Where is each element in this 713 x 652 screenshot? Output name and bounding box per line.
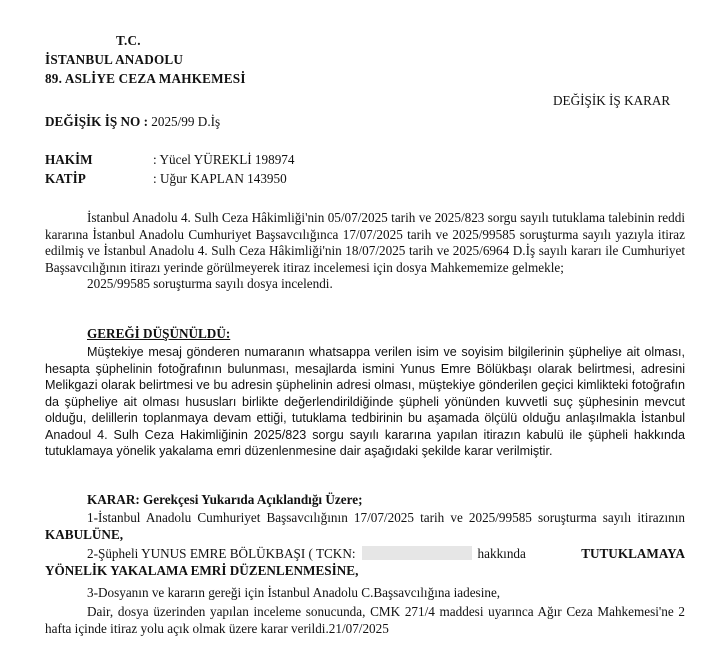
clerk-line <box>45 171 287 188</box>
verdict-item-3: 3-Dosyanın ve kararın gereği için İstanbul Anadolu C.Başsavcılığına iadesine, <box>87 585 501 600</box>
judge-value: : Yücel YÜREKLİ 198974 <box>153 152 295 167</box>
redacted-tckn <box>362 546 472 560</box>
header-city: İSTANBUL ANADOLU <box>45 52 184 67</box>
reasoning-paragraph <box>45 344 685 460</box>
judge-label: HAKİM <box>45 152 93 167</box>
verdict-2-result-b: YÖNELİK YAKALAMA EMRİ DÜZENLENMESİNE, <box>45 562 359 578</box>
reasoning-heading: GEREĞİ DÜŞÜNÜLDÜ: <box>87 326 231 341</box>
verdict-item-1 <box>45 510 685 543</box>
verdict-1-text: 1-İstanbul Anadolu Cumhuriyet Başsavcılığının 17/07/2025 tarih ve 2025/99585 soruşturma sayılı itirazının <box>87 510 685 525</box>
closing-paragraph <box>45 604 685 637</box>
verdict-2-mid: hakkında <box>477 546 526 561</box>
intro-text: İstanbul Anadolu 4. Sulh Ceza Hâkimliği'nin 05/07/2025 tarih ve 2025/823 sorgu sayılı tutuklama talebinin reddi kararına İstanbul Anadolu Cumhuriyet Başsavcılığınca 17/07/2025 tarih ve 2025/99585 soruşturma sayılı yazıyla itiraz edilmiş ve İstanbul Anadolu 4. Sulh Ceza Hâkimliği'nin 18/07/2025 tarih ve 2025/6964 D.İş sayılı kararı ile Cumhuriyet Başsavcılığının itirazı yerinde görülmeyerek itiraz incelemesi için dosya Mahkememize gelmekle; <box>45 210 685 275</box>
reasoning-text: Müştekiye mesaj gönderen numaranın whatsappa verilen isim ve soyisim bilgilerinin şüpheliye ait olması, hesapta şüphelinin fotoğrafının bulunması, mesajlarda ismini Yunus Emre Bölükbaşı olarak belirtmesi, adresini Melikgazi olarak belirtmesi ve bu adresin şüphelinin adresi olması, müştekiye gönderilen geçici kimlikteki fotoğrafın da şüpheliye ait olması hususları birlikte değerlendirildiğinde şüpheli yönünden kuvvetli suç şüphesinin mevcut olduğu, delillerin toplanmaya devam ettiği, tutuklama tedbirinin bu aşamada ölçülü olduğu anlaşılmakla İstanbul Anadoul 4. Sulh Ceza Hakimliğinin 2025/823 sorgu sayılı kararına yapılan itirazın kabulü ile şüpheli hakkında tutuklamaya yönelik yakalama emri düzenlenmesine dair aşağıdaki şekilde karar verilmiştir. <box>45 345 685 458</box>
judge-line <box>45 152 295 169</box>
header-tc: T.C. <box>116 33 141 48</box>
verdict-item-2 <box>45 546 685 579</box>
case-number-value: 2025/99 D.İş <box>151 114 221 129</box>
verdict-2-result-a: TUTUKLAMAYA <box>581 546 685 561</box>
decision-type: DEĞİŞİK İŞ KARAR <box>553 93 671 108</box>
verdict-heading: KARAR: Gerekçesi Yukarıda Açıklandığı Üzere; <box>87 492 363 507</box>
investigation-text: 2025/99585 soruşturma sayılı dosya incelendi. <box>87 276 333 292</box>
verdict-2-prefix: 2-Şüpheli YUNUS EMRE BÖLÜKBAŞI ( TCKN: <box>87 546 356 561</box>
case-number-label: DEĞİŞİK İŞ NO : <box>45 114 148 129</box>
case-number-line <box>45 114 220 131</box>
clerk-value: : Uğur KAPLAN 143950 <box>153 171 287 186</box>
closing-text: Dair, dosya üzerinden yapılan inceleme sonucunda, CMK 271/4 maddesi uyarınca Ağır Ceza Mahkemesi'ne 2 hafta içinde itiraz yolu açık olmak üzere karar verildi.21/07/2025 <box>45 604 685 636</box>
clerk-label: KATİP <box>45 171 86 186</box>
intro-paragraph <box>45 210 685 293</box>
header-court: 89. ASLİYE CEZA MAHKEMESİ <box>45 71 246 86</box>
verdict-1-result: KABULÜNE, <box>45 526 124 542</box>
